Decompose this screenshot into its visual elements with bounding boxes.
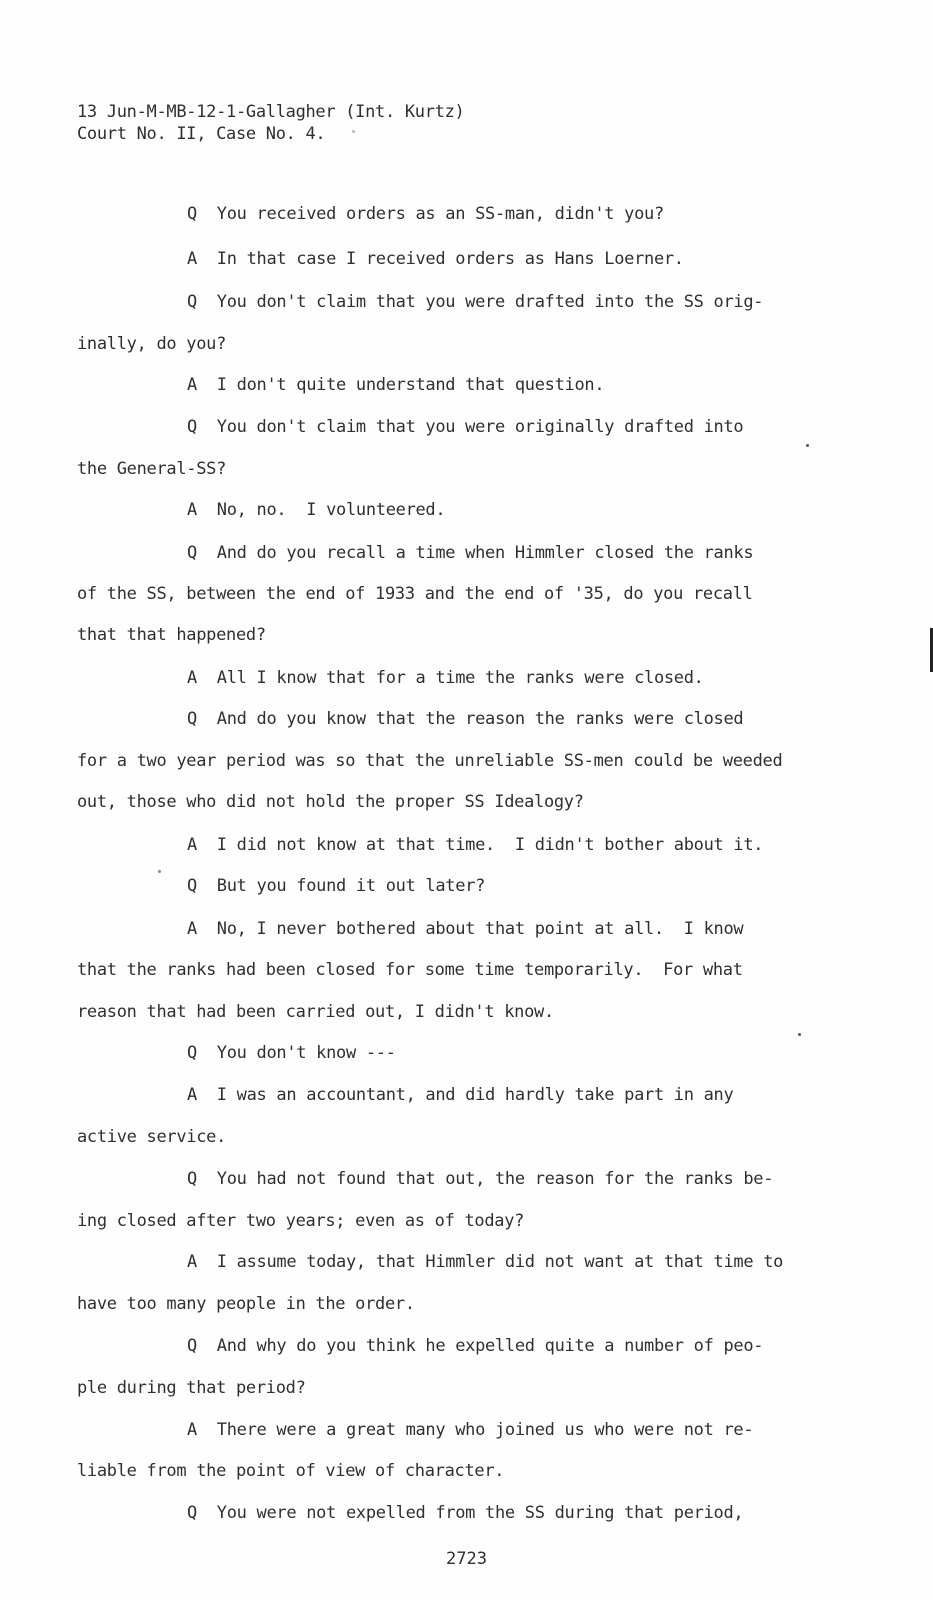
transcript-line: reason that had been carried out, I didn't know. xyxy=(77,1002,554,1022)
header-line-2: Court No. II, Case No. 4. xyxy=(77,124,326,144)
transcript-line: Q You had not found that out, the reason for the ranks be- xyxy=(187,1169,774,1189)
transcript-line: Q You were not expelled from the SS during that period, xyxy=(187,1503,744,1523)
transcript-line: A I did not know at that time. I didn't bother about it. xyxy=(187,835,764,855)
scan-speck xyxy=(352,130,355,133)
transcript-line: A In that case I received orders as Hans Loerner. xyxy=(187,249,684,269)
transcript-line: A No, no. I volunteered. xyxy=(187,500,446,520)
transcript-line: inally, do you? xyxy=(77,334,227,354)
transcript-line: of the SS, between the end of 1933 and the end of '35, do you recall xyxy=(77,584,753,604)
transcript-line: Q But you found it out later? xyxy=(187,876,486,896)
transcript-line: for a two year period was so that the unreliable SS-men could be weeded xyxy=(77,751,783,771)
transcript-line: the General-SS? xyxy=(77,459,227,479)
transcript-line: A No, I never bothered about that point at all. I know xyxy=(187,919,744,939)
scan-speck xyxy=(798,1033,801,1036)
transcript-line: that that happened? xyxy=(77,625,266,645)
transcript-line: A I assume today, that Himmler did not want at that time to xyxy=(187,1252,784,1272)
transcript-line: Q You don't know --- xyxy=(187,1043,396,1063)
header-line-1: 13 Jun-M-MB-12-1-Gallagher (Int. Kurtz) xyxy=(77,102,465,122)
transcript-line: ing closed after two years; even as of today? xyxy=(77,1211,525,1231)
transcript-line: Q And why do you think he expelled quite a number of peo- xyxy=(187,1336,764,1356)
transcript-line: out, those who did not hold the proper SS Idealogy? xyxy=(77,792,584,812)
transcript-line: Q You received orders as an SS-man, didn't you? xyxy=(187,204,664,224)
transcript-line: Q You don't claim that you were originally drafted into xyxy=(187,417,744,437)
transcript-line: ple during that period? xyxy=(77,1378,306,1398)
scan-speck xyxy=(158,870,161,873)
transcript-line: A I was an accountant, and did hardly take part in any xyxy=(187,1085,734,1105)
transcript-line: have too many people in the order. xyxy=(77,1294,415,1314)
transcript-line: Q And do you recall a time when Himmler closed the ranks xyxy=(187,543,754,563)
transcript-line: that the ranks had been closed for some time temporarily. For what xyxy=(77,960,743,980)
transcript-line: A All I know that for a time the ranks were closed. xyxy=(187,668,704,688)
transcript-line: Q And do you know that the reason the ranks were closed xyxy=(187,709,744,729)
page-number: 2723 xyxy=(446,1549,487,1569)
transcript-line: A I don't quite understand that question. xyxy=(187,375,605,395)
transcript-line: liable from the point of view of character. xyxy=(77,1461,505,1481)
transcript-line: active service. xyxy=(77,1127,227,1147)
transcript-line: A There were a great many who joined us who were not re- xyxy=(187,1420,754,1440)
scan-speck xyxy=(806,444,809,447)
transcript-line: Q You don't claim that you were drafted into the SS orig- xyxy=(187,292,764,312)
